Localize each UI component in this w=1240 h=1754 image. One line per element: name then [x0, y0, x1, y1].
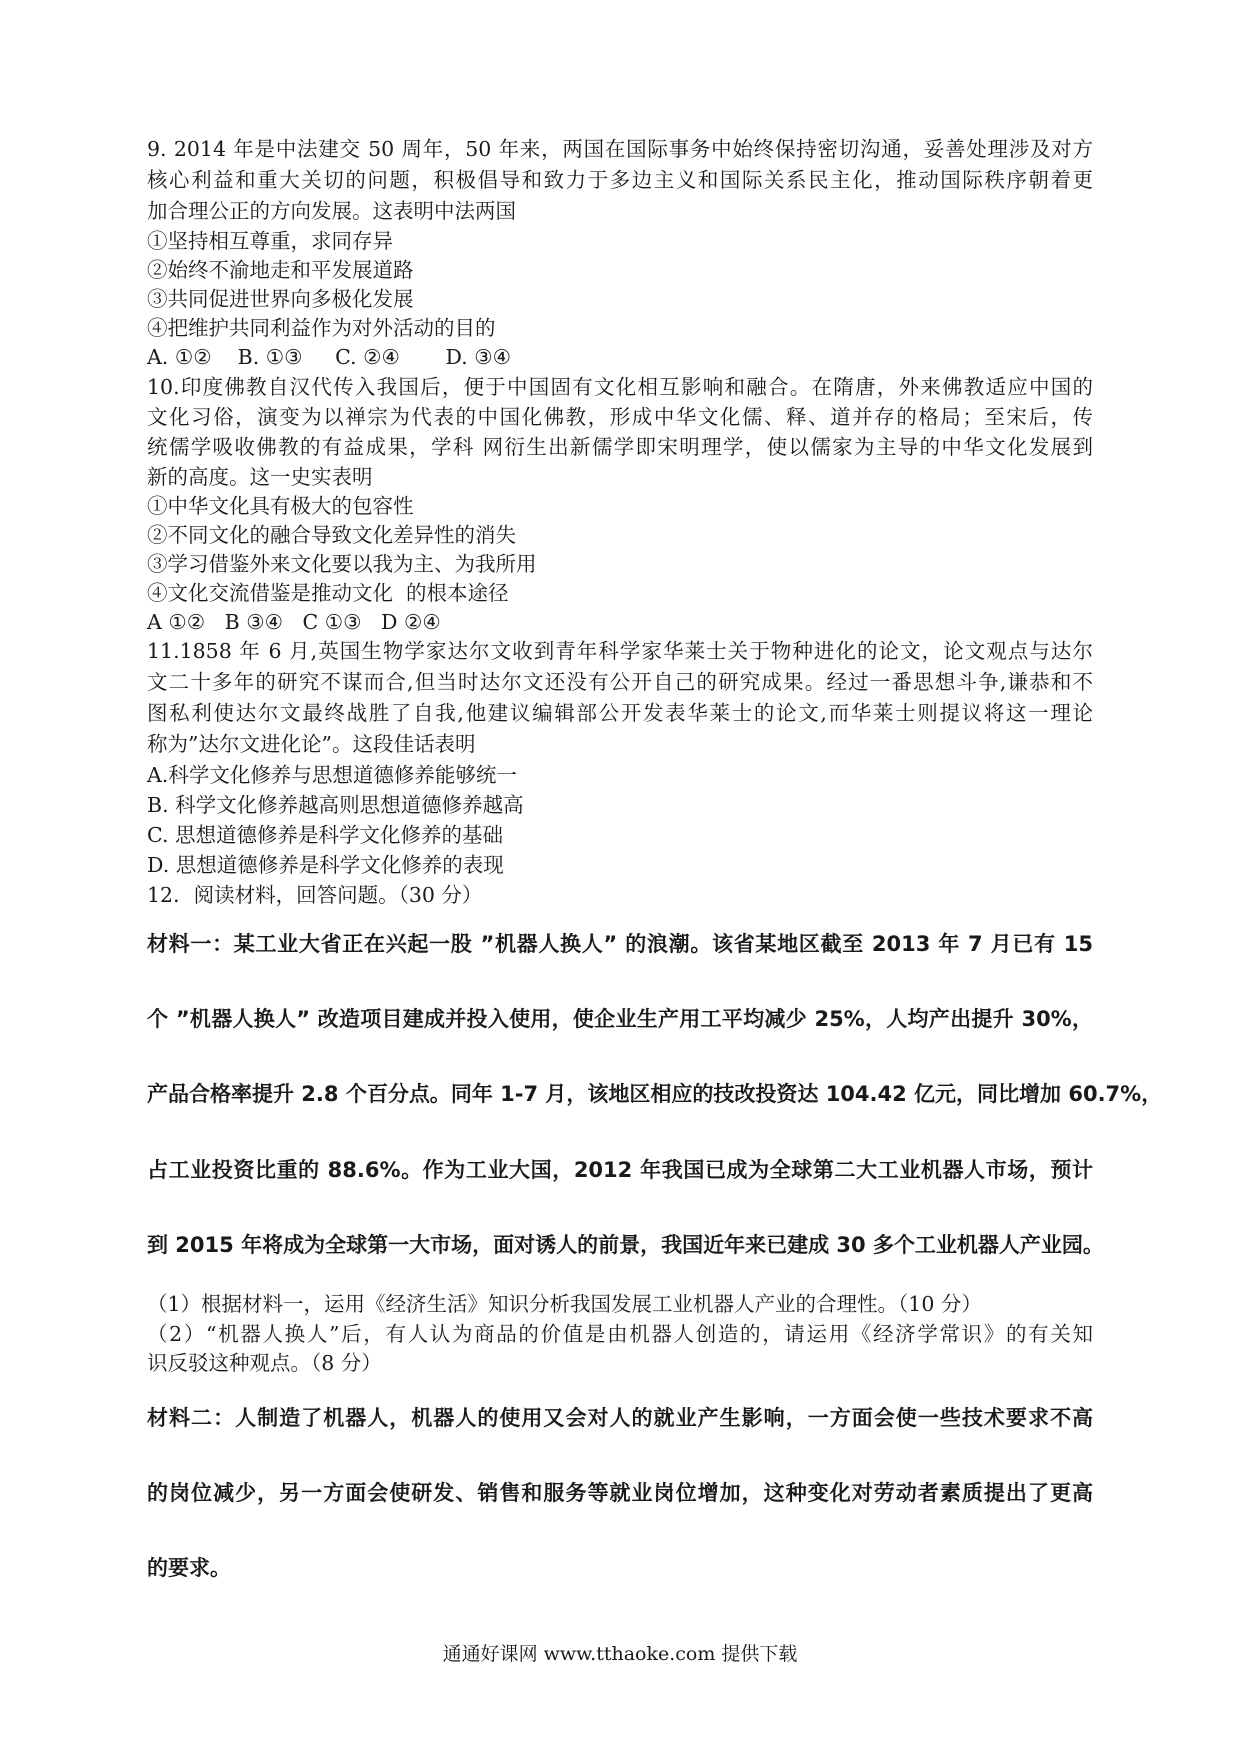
q10-stem-line: 文化习俗，演变为以禅宗为代表的中国化佛教，形成中华文化儒、释、道并存的格局；至宋后，传 [147, 405, 1093, 429]
q9-option: ②始终不渝地走和平发展道路 [147, 258, 414, 282]
q9-stem-line: 9. 2014 年是中法建交 50 周年，50 年来，两国在国际事务中始终保持密切沟通，妥善处理涉及对方 [147, 137, 1093, 161]
q10-option: ④文化交流借鉴是推动文化 的根本途径 [147, 581, 509, 605]
q11-stem-line: 图私利使达尔文最终战胜了自我,他建议编辑部公开发表华莱士的论文,而华莱士则提议将这一理论 [147, 701, 1093, 725]
q9-option: ①坚持相互尊重，求同存异 [147, 229, 393, 253]
q10-answer-choices: A ①② B ③④ C ①③ D ②④ [147, 610, 441, 634]
material-two-line: 的岗位减少，另一方面会使研发、销售和服务等就业岗位增加，这种变化对劳动者素质提出了更高 [147, 1481, 1093, 1505]
q10-stem-line: 统儒学吸收佛教的有益成果，学科 网衍生出新儒学即宋明理学，使以儒家为主导的中华文化发展到 [147, 435, 1093, 459]
q10-option: ③学习借鉴外来文化要以我为主、为我所用 [147, 552, 537, 576]
material-one-line: 材料一：某工业大省正在兴起一股 ”机器人换人” 的浪潮。该省某地区截至 2013 年 7 月已有 15 [147, 932, 1093, 956]
q11-stem-line: 文二十多年的研究不谋而合,但当时达尔文还没有公开自己的研究成果。经过一番思想斗争,谦恭和不 [147, 670, 1093, 694]
q12-subquestion-2: 识反驳这种观点。（8 分） [147, 1351, 382, 1375]
q9-answer-choices: A. ①② B. ①③ C. ②④ D. ③④ [147, 345, 511, 369]
q10-option: ①中华文化具有极大的包容性 [147, 494, 414, 518]
q10-stem-line: 新的高度。这一史实表明 [147, 465, 373, 489]
q9-option: ③共同促进世界向多极化发展 [147, 287, 414, 311]
material-one-line: 到 2015 年将成为全球第一大市场，面对诱人的前景，我国近年来已建成 30 多个工业机器人产业园。 [147, 1233, 1104, 1257]
q9-stem-line: 核心利益和重大关切的问题，积极倡导和致力于多边主义和国际关系民主化，推动国际秩序朝着更 [147, 168, 1093, 192]
q11-stem-line: 11.1858 年 6 月,英国生物学家达尔文收到青年科学家华莱士关于物种进化的论文，论文观点与达尔 [147, 639, 1093, 663]
q11-option: C. 思想道德修养是科学文化修养的基础 [147, 823, 503, 847]
q9-stem-line: 加合理公正的方向发展。这表明中法两国 [147, 199, 516, 223]
q10-option: ②不同文化的融合导致文化差异性的消失 [147, 523, 516, 547]
q12-title: 12．阅读材料，回答问题。（30 分） [147, 883, 483, 907]
q12-subquestion-2: （2）“机器人换人”后，有人认为商品的价值是由机器人创造的，请运用《经济学常识》的有关知 [147, 1322, 1093, 1346]
material-one-line: 个 ”机器人换人” 改造项目建成并投入使用，使企业生产用工平均减少 25%，人均产出提升 30%， [147, 1007, 1093, 1031]
page-footer: 通通好课网 www.tthaoke.com 提供下载 [442, 1643, 798, 1665]
material-one-line: 占工业投资比重的 88.6%。作为工业大国，2012 年我国已成为全球第二大工业机器人市场，预计 [147, 1158, 1093, 1182]
q11-option: B. 科学文化修养越高则思想道德修养越高 [147, 793, 524, 817]
q12-subquestion-1: （1）根据材料一，运用《经济生活》知识分析我国发展工业机器人产业的合理性。（10 分） [147, 1292, 982, 1316]
material-two-line: 材料二：人制造了机器人，机器人的使用又会对人的就业产生影响，一方面会使一些技术要求不高 [147, 1406, 1093, 1430]
q9-option: ④把维护共同利益作为对外活动的目的 [147, 316, 496, 340]
q11-option: A.科学文化修养与思想道德修养能够统一 [147, 763, 517, 787]
q11-stem-line: 称为”达尔文进化论”。这段佳话表明 [147, 732, 476, 756]
material-two-line: 的要求。 [147, 1556, 231, 1580]
q10-stem-line: 10.印度佛教自汉代传入我国后，便于中国固有文化相互影响和融合。在隋唐，外来佛教适应中国的 [147, 375, 1093, 399]
q11-option: D. 思想道德修养是科学文化修养的表现 [147, 853, 504, 877]
material-one-line: 产品合格率提升 2.8 个百分点。同年 1-7 月，该地区相应的技改投资达 104.42 亿元，同比增加 60.7%， [147, 1082, 1163, 1106]
